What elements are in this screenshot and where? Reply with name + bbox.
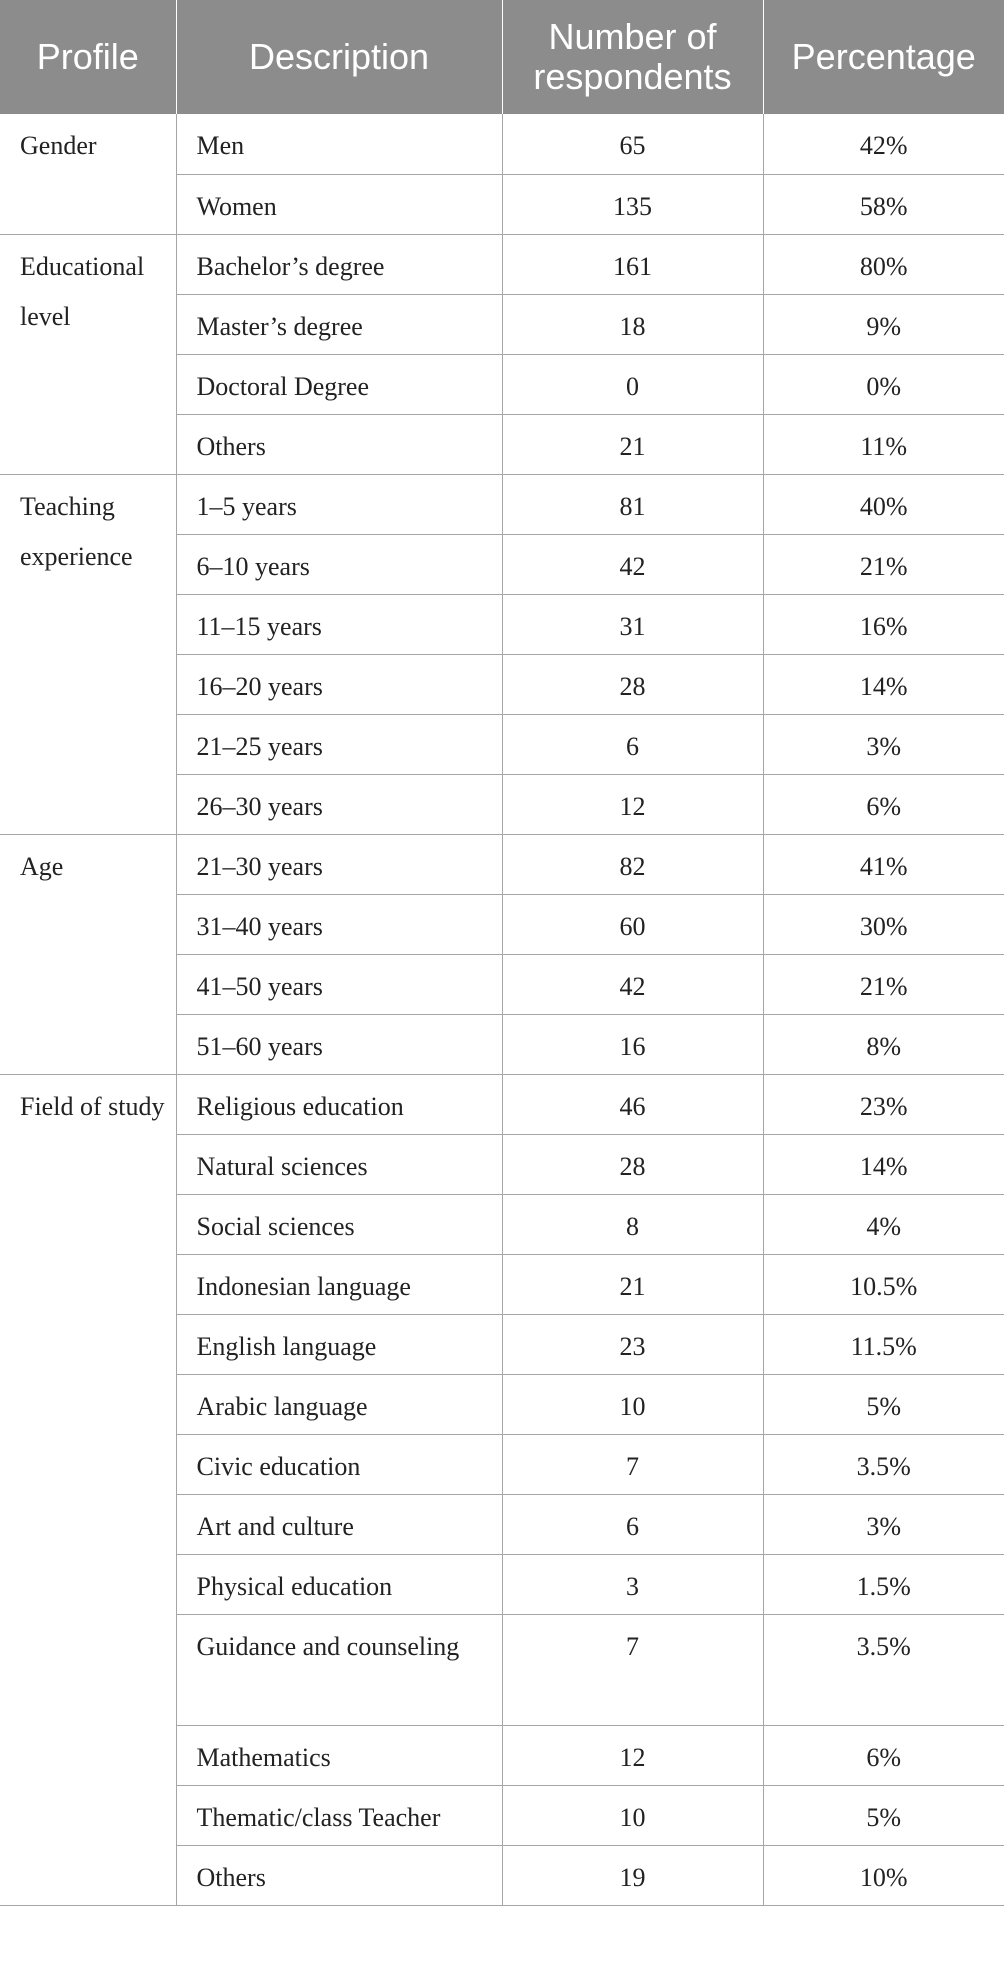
respondents-cell: 12 bbox=[502, 774, 763, 834]
percentage-cell: 14% bbox=[763, 1134, 1004, 1194]
header-row bbox=[0, 0, 1004, 114]
percentage-cell: 6% bbox=[763, 774, 1004, 834]
percentage-cell: 41% bbox=[763, 834, 1004, 894]
description-cell: Thematic/class Teacher bbox=[176, 1785, 502, 1845]
percentage-cell: 6% bbox=[763, 1725, 1004, 1785]
respondents-cell: 42 bbox=[502, 954, 763, 1014]
percentage-cell: 30% bbox=[763, 894, 1004, 954]
percentage-cell: 3.5% bbox=[763, 1614, 1004, 1725]
table-row bbox=[0, 1074, 1004, 1134]
description-cell: Master’s degree bbox=[176, 294, 502, 354]
description-cell: 21–30 years bbox=[176, 834, 502, 894]
percentage-cell: 40% bbox=[763, 474, 1004, 534]
respondents-cell: 42 bbox=[502, 534, 763, 594]
percentage-cell: 23% bbox=[763, 1074, 1004, 1134]
percentage-cell: 3% bbox=[763, 1494, 1004, 1554]
description-cell: 31–40 years bbox=[176, 894, 502, 954]
description-cell: 26–30 years bbox=[176, 774, 502, 834]
description-cell: Art and culture bbox=[176, 1494, 502, 1554]
respondents-cell: 10 bbox=[502, 1785, 763, 1845]
respondents-cell: 82 bbox=[502, 834, 763, 894]
respondents-cell: 10 bbox=[502, 1374, 763, 1434]
respondents-cell: 16 bbox=[502, 1014, 763, 1074]
percentage-cell: 21% bbox=[763, 534, 1004, 594]
description-cell: 1–5 years bbox=[176, 474, 502, 534]
respondents-cell: 8 bbox=[502, 1194, 763, 1254]
percentage-cell: 58% bbox=[763, 174, 1004, 234]
header-percentage: Percentage bbox=[763, 0, 1004, 114]
table-row bbox=[0, 834, 1004, 894]
header-respondents: Number of respondents bbox=[502, 0, 763, 114]
respondents-cell: 7 bbox=[502, 1614, 763, 1725]
description-cell: Natural sciences bbox=[176, 1134, 502, 1194]
respondents-cell: 0 bbox=[502, 354, 763, 414]
description-cell: Social sciences bbox=[176, 1194, 502, 1254]
description-cell: Doctoral Degree bbox=[176, 354, 502, 414]
percentage-cell: 14% bbox=[763, 654, 1004, 714]
header-profile: Profile bbox=[0, 0, 176, 114]
respondents-cell: 3 bbox=[502, 1554, 763, 1614]
percentage-cell: 5% bbox=[763, 1374, 1004, 1434]
percentage-cell: 1.5% bbox=[763, 1554, 1004, 1614]
description-cell: Women bbox=[176, 174, 502, 234]
description-cell: 51–60 years bbox=[176, 1014, 502, 1074]
table-row bbox=[0, 474, 1004, 534]
respondents-cell: 23 bbox=[502, 1314, 763, 1374]
respondents-cell: 12 bbox=[502, 1725, 763, 1785]
percentage-cell: 11.5% bbox=[763, 1314, 1004, 1374]
respondents-cell: 7 bbox=[502, 1434, 763, 1494]
description-cell: 6–10 years bbox=[176, 534, 502, 594]
respondents-cell: 21 bbox=[502, 1254, 763, 1314]
description-cell: English language bbox=[176, 1314, 502, 1374]
description-cell: Others bbox=[176, 1845, 502, 1905]
percentage-cell: 8% bbox=[763, 1014, 1004, 1074]
table-row bbox=[0, 234, 1004, 294]
percentage-cell: 3.5% bbox=[763, 1434, 1004, 1494]
percentage-cell: 3% bbox=[763, 714, 1004, 774]
description-cell: Men bbox=[176, 114, 502, 174]
respondents-cell: 21 bbox=[502, 414, 763, 474]
description-cell: Religious education bbox=[176, 1074, 502, 1134]
table-body bbox=[0, 114, 1004, 1905]
respondents-cell: 6 bbox=[502, 714, 763, 774]
profile-cell: Teaching experience bbox=[0, 474, 176, 834]
respondents-cell: 60 bbox=[502, 894, 763, 954]
percentage-cell: 80% bbox=[763, 234, 1004, 294]
percentage-cell: 21% bbox=[763, 954, 1004, 1014]
profile-cell: Educational level bbox=[0, 234, 176, 474]
percentage-cell: 11% bbox=[763, 414, 1004, 474]
respondents-cell: 31 bbox=[502, 594, 763, 654]
description-cell: 11–15 years bbox=[176, 594, 502, 654]
profile-cell: Age bbox=[0, 834, 176, 1074]
profile-cell: Gender bbox=[0, 114, 176, 234]
respondents-cell: 18 bbox=[502, 294, 763, 354]
percentage-cell: 42% bbox=[763, 114, 1004, 174]
table-row bbox=[0, 114, 1004, 174]
percentage-cell: 5% bbox=[763, 1785, 1004, 1845]
description-cell: 41–50 years bbox=[176, 954, 502, 1014]
respondents-cell: 161 bbox=[502, 234, 763, 294]
header-description: Description bbox=[176, 0, 502, 114]
description-cell: Guidance and counseling bbox=[176, 1614, 502, 1725]
percentage-cell: 0% bbox=[763, 354, 1004, 414]
description-cell: Physical education bbox=[176, 1554, 502, 1614]
respondents-cell: 65 bbox=[502, 114, 763, 174]
percentage-cell: 10% bbox=[763, 1845, 1004, 1905]
percentage-cell: 4% bbox=[763, 1194, 1004, 1254]
description-cell: Civic education bbox=[176, 1434, 502, 1494]
percentage-cell: 9% bbox=[763, 294, 1004, 354]
profile-cell: Field of study bbox=[0, 1074, 176, 1905]
description-cell: 21–25 years bbox=[176, 714, 502, 774]
respondents-cell: 19 bbox=[502, 1845, 763, 1905]
respondents-cell: 135 bbox=[502, 174, 763, 234]
respondents-cell: 46 bbox=[502, 1074, 763, 1134]
description-cell: Bachelor’s degree bbox=[176, 234, 502, 294]
respondents-cell: 6 bbox=[502, 1494, 763, 1554]
description-cell: Others bbox=[176, 414, 502, 474]
percentage-cell: 10.5% bbox=[763, 1254, 1004, 1314]
description-cell: Arabic language bbox=[176, 1374, 502, 1434]
description-cell: Mathematics bbox=[176, 1725, 502, 1785]
percentage-cell: 16% bbox=[763, 594, 1004, 654]
respondents-cell: 81 bbox=[502, 474, 763, 534]
respondents-cell: 28 bbox=[502, 654, 763, 714]
description-cell: Indonesian language bbox=[176, 1254, 502, 1314]
description-cell: 16–20 years bbox=[176, 654, 502, 714]
respondents-cell: 28 bbox=[502, 1134, 763, 1194]
